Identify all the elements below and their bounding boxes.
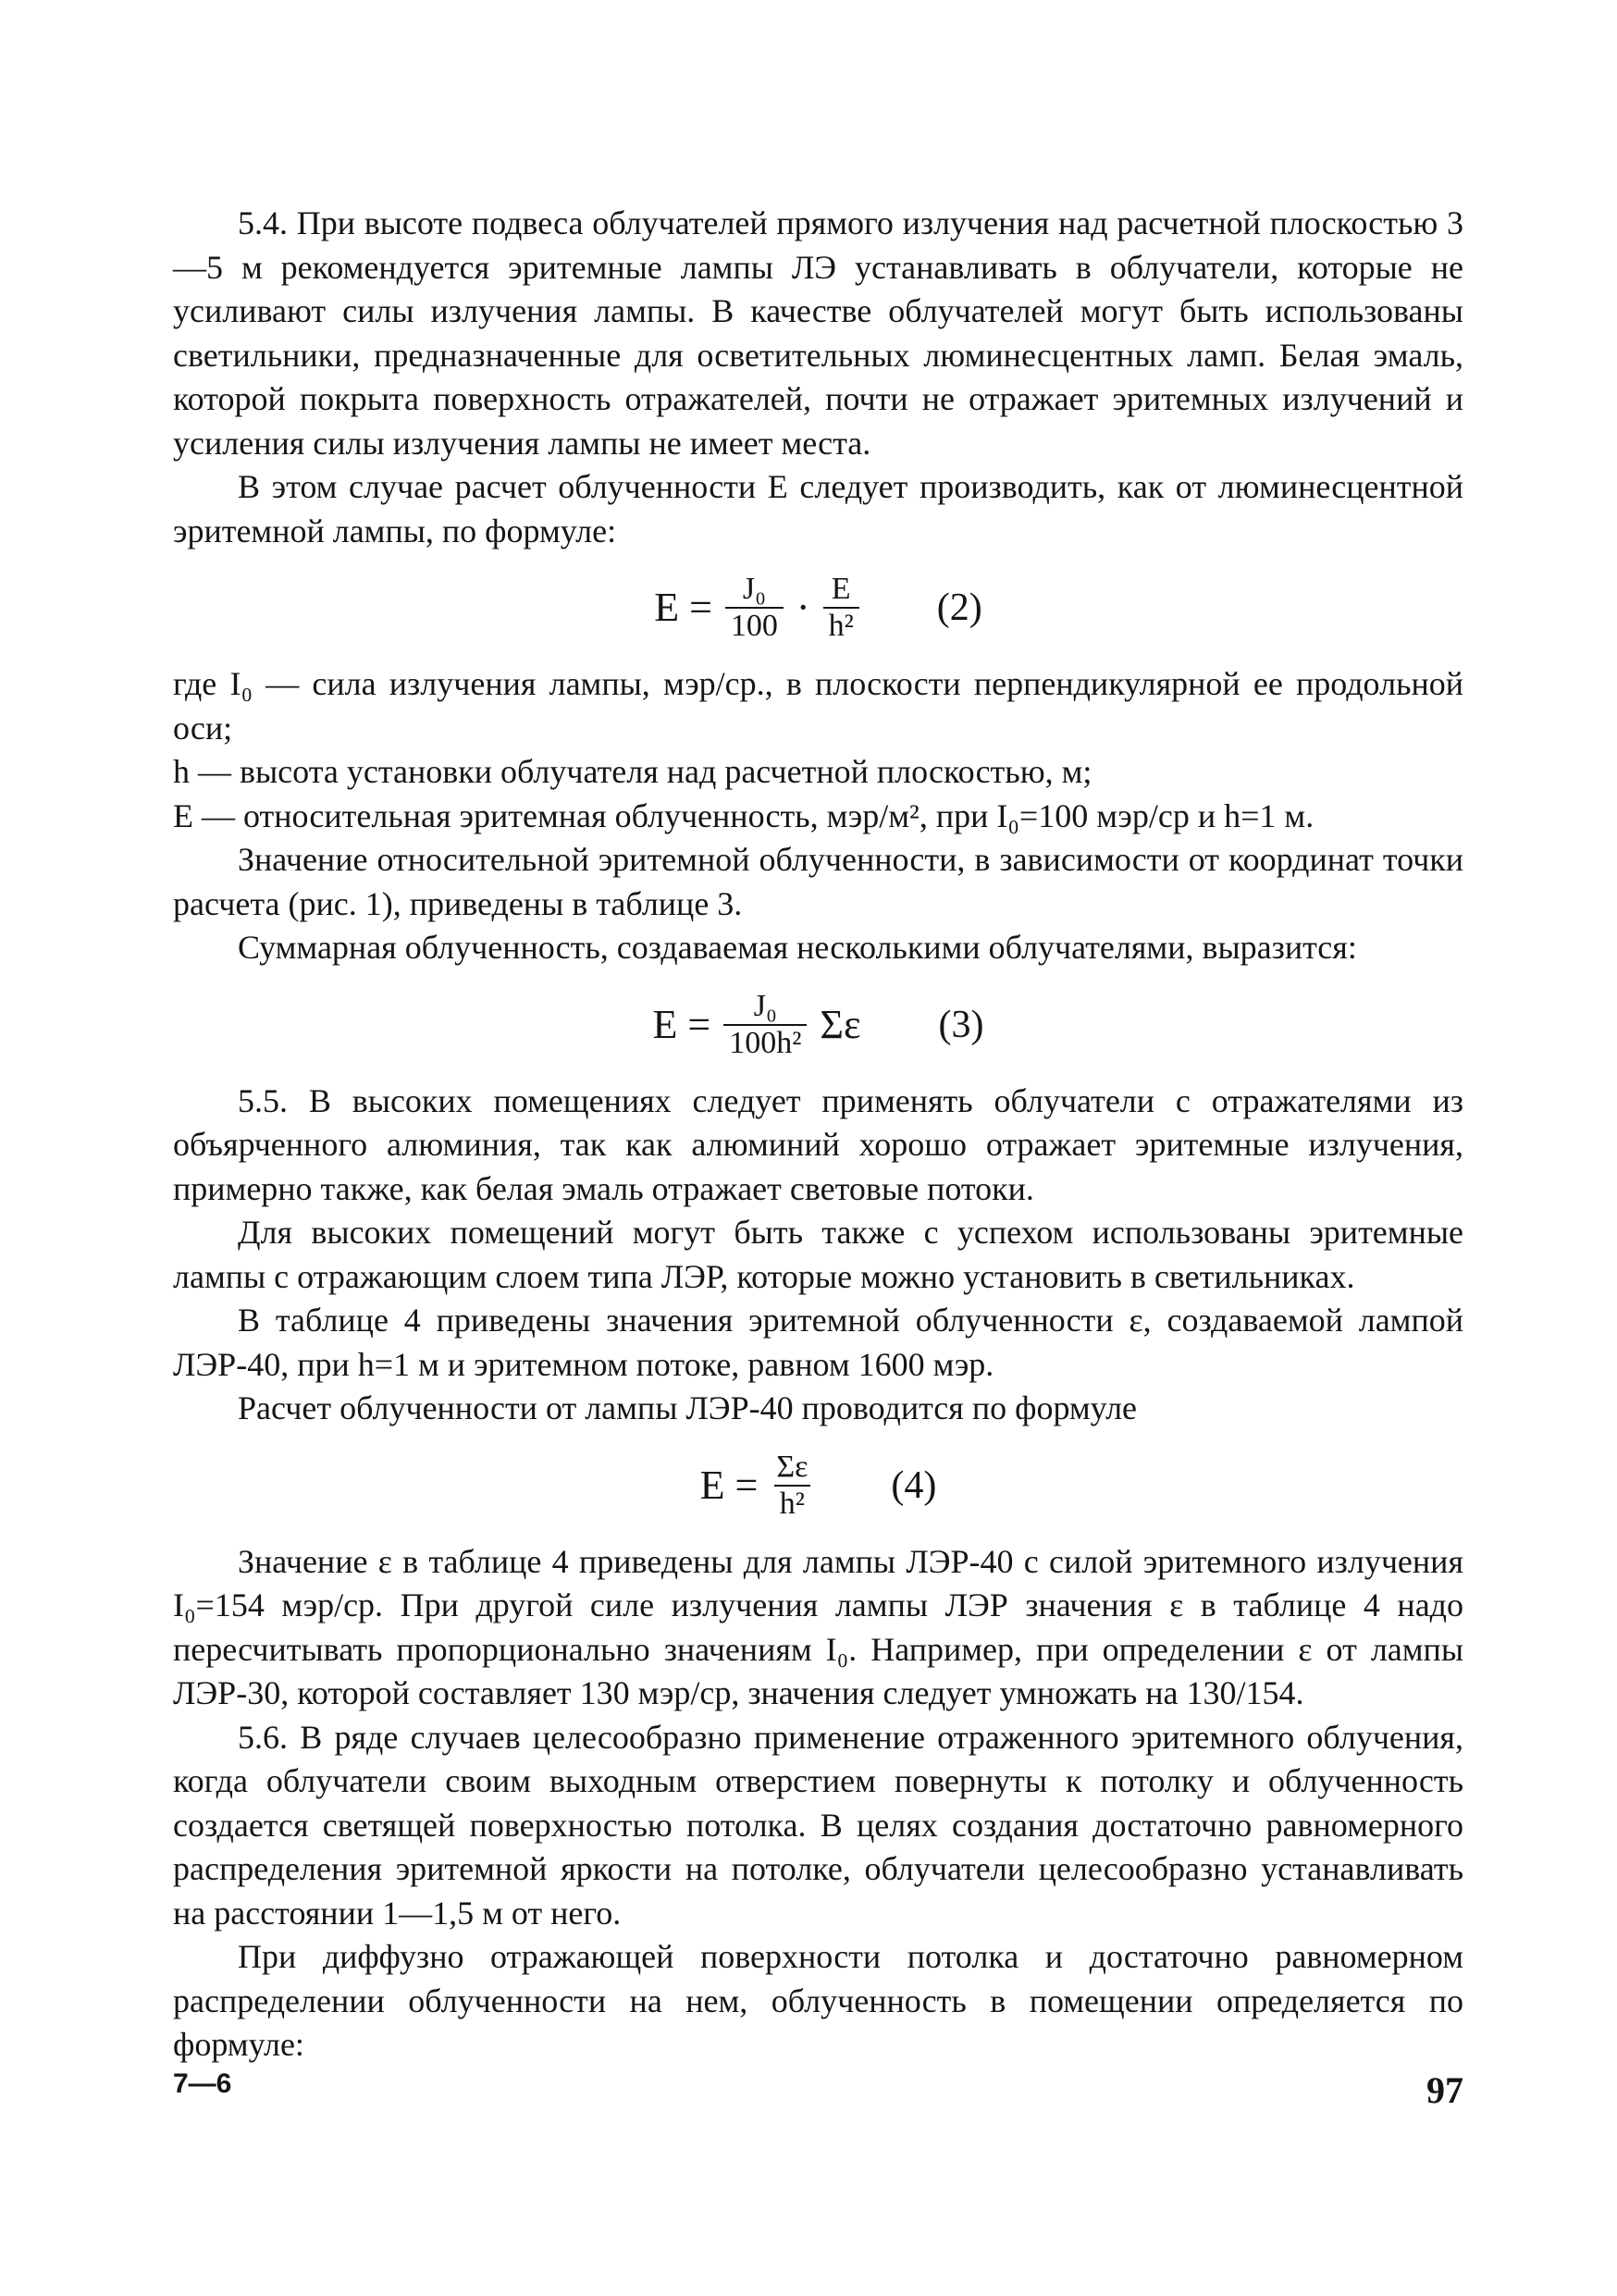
formula-4-lhs: E = — [699, 1462, 759, 1508]
paragraph-calc-intro: В этом случае расчет облученности E следует производить, как от люминесцентной эритемной лампы, по формуле: — [173, 468, 1463, 549]
formula-2-num-1: J₀ — [742, 572, 766, 606]
formula-2-dot: · — [796, 585, 810, 630]
formula-2 — [173, 553, 1463, 662]
paragraph-epsilon-values: Значение ε в таблице 4 приведены для лампы ЛЭР-40 с силой эритемного излучения I₀=154 мэр/ср. При другой силе излучения лампы ЛЭР значения ε в таблице 4 надо пересчитывать пропорционально значениям I₀. Например, при определении ε от лампы ЛЭР-30, которой составляет 130 мэр/ср, значения следует умножать на 130/154. — [173, 1542, 1463, 1711]
page-number: 97 — [1426, 2069, 1463, 2111]
formula-4-num: Σε — [776, 1449, 808, 1484]
formula-4-number: (4) — [891, 1463, 937, 1507]
paragraph-diffuse-ceiling: При диффузно отражающей поверхности потолка и достаточно равномерном распределении облученности на нем, облученность в помещении определяется по формуле: — [173, 1938, 1463, 2063]
signature-mark: 7—6 — [173, 2068, 232, 2099]
paragraph-ler-calc: Расчет облученности от лампы ЛЭР-40 проводится по формуле — [238, 1389, 1138, 1426]
formula-2-number: (2) — [936, 586, 982, 629]
formula-2-den-1: 100 — [725, 607, 784, 642]
formula-2-den-2: h² — [823, 607, 859, 642]
definition-h: h — высота установки облучателя над расчетной плоскостью, м; — [173, 753, 1092, 790]
definition-e: E — относительная эритемная облученность, мэр/м², при I₀=100 мэр/ср и h=1 м. — [173, 796, 1315, 834]
formula-2-lhs: E = — [654, 585, 712, 630]
formula-4 — [173, 1431, 1463, 1540]
formula-4-fraction — [771, 1451, 813, 1520]
paragraph-5-4: 5.4. При высоте подвеса облучателей прямого излучения над расчетной плоскостью 3—5 м рекомендуется эритемные лампы ЛЭ устанавливать в облучатели, которые не усиливают силы излучения лампы. В качестве облучателей могут быть использованы светильники, предназначенные для осветительных люминесцентных ламп. Белая эмаль, которой покрыта поверхность отражателей, почти не отражает эритемных излучений и усиления силы излучения лампы не имеет места. — [173, 204, 1463, 462]
formula-3-num: J₀ — [753, 988, 777, 1023]
formula-2-num-2: E — [831, 572, 851, 606]
formula-2-fraction-2 — [823, 574, 859, 642]
formula-3 — [173, 970, 1463, 1080]
formula-3-fraction — [723, 988, 807, 1060]
formula-3-sum: Σε — [820, 1001, 861, 1047]
paragraph-ler-lamps: Для высоких помещений могут быть также с успехом использованы эритемные лампы с отражающим слоем типа ЛЭР, которые можно установить в светильниках. — [173, 1214, 1463, 1295]
paragraph-5-6: 5.6. В ряде случаев целесообразно применение отраженного эритемного облучения, когда облучатели своим выходным отверстием повернуты к потолку и облученность создается светящей поверхностью потолка. В целях создания достаточно равномерного распределения эритемной яркости на потолке, облучатели целесообразно устанавливать на расстоянии 1—1,5 м от него. — [173, 1718, 1463, 1932]
text-column — [173, 202, 1463, 2068]
paragraph-relative-value: Значение относительной эритемной облученности, в зависимости от координат точки расчета (рис. 1), приведены в таблице 3. — [173, 841, 1463, 922]
paragraph-table-4: В таблице 4 приведены значения эритемной облученности ε, создаваемой лампой ЛЭР-40, при h=1 м и эритемном потоке, равном 1600 мэр. — [173, 1302, 1463, 1383]
formula-3-number: (3) — [938, 1003, 984, 1046]
formula-2-fraction-1 — [725, 574, 784, 642]
paragraph-5-5: 5.5. В высоких помещениях следует применять облучатели с отражателями из объярченного алюминия, так как алюминий хорошо отражает эритемные излучения, примерно также, как белая эмаль отражает световые потоки. — [173, 1081, 1463, 1207]
formula-3-den: 100h² — [723, 1024, 807, 1059]
formula-4-den: h² — [774, 1485, 810, 1520]
formula-3-lhs: E = — [652, 1001, 711, 1047]
definition-i0: где I₀ — сила излучения лампы, мэр/ср., в плоскости перпендикулярной ее продольной оси; — [173, 665, 1463, 747]
paragraph-total: Суммарная облученность, создаваемая несколькими облучателями, выразится: — [238, 929, 1357, 966]
